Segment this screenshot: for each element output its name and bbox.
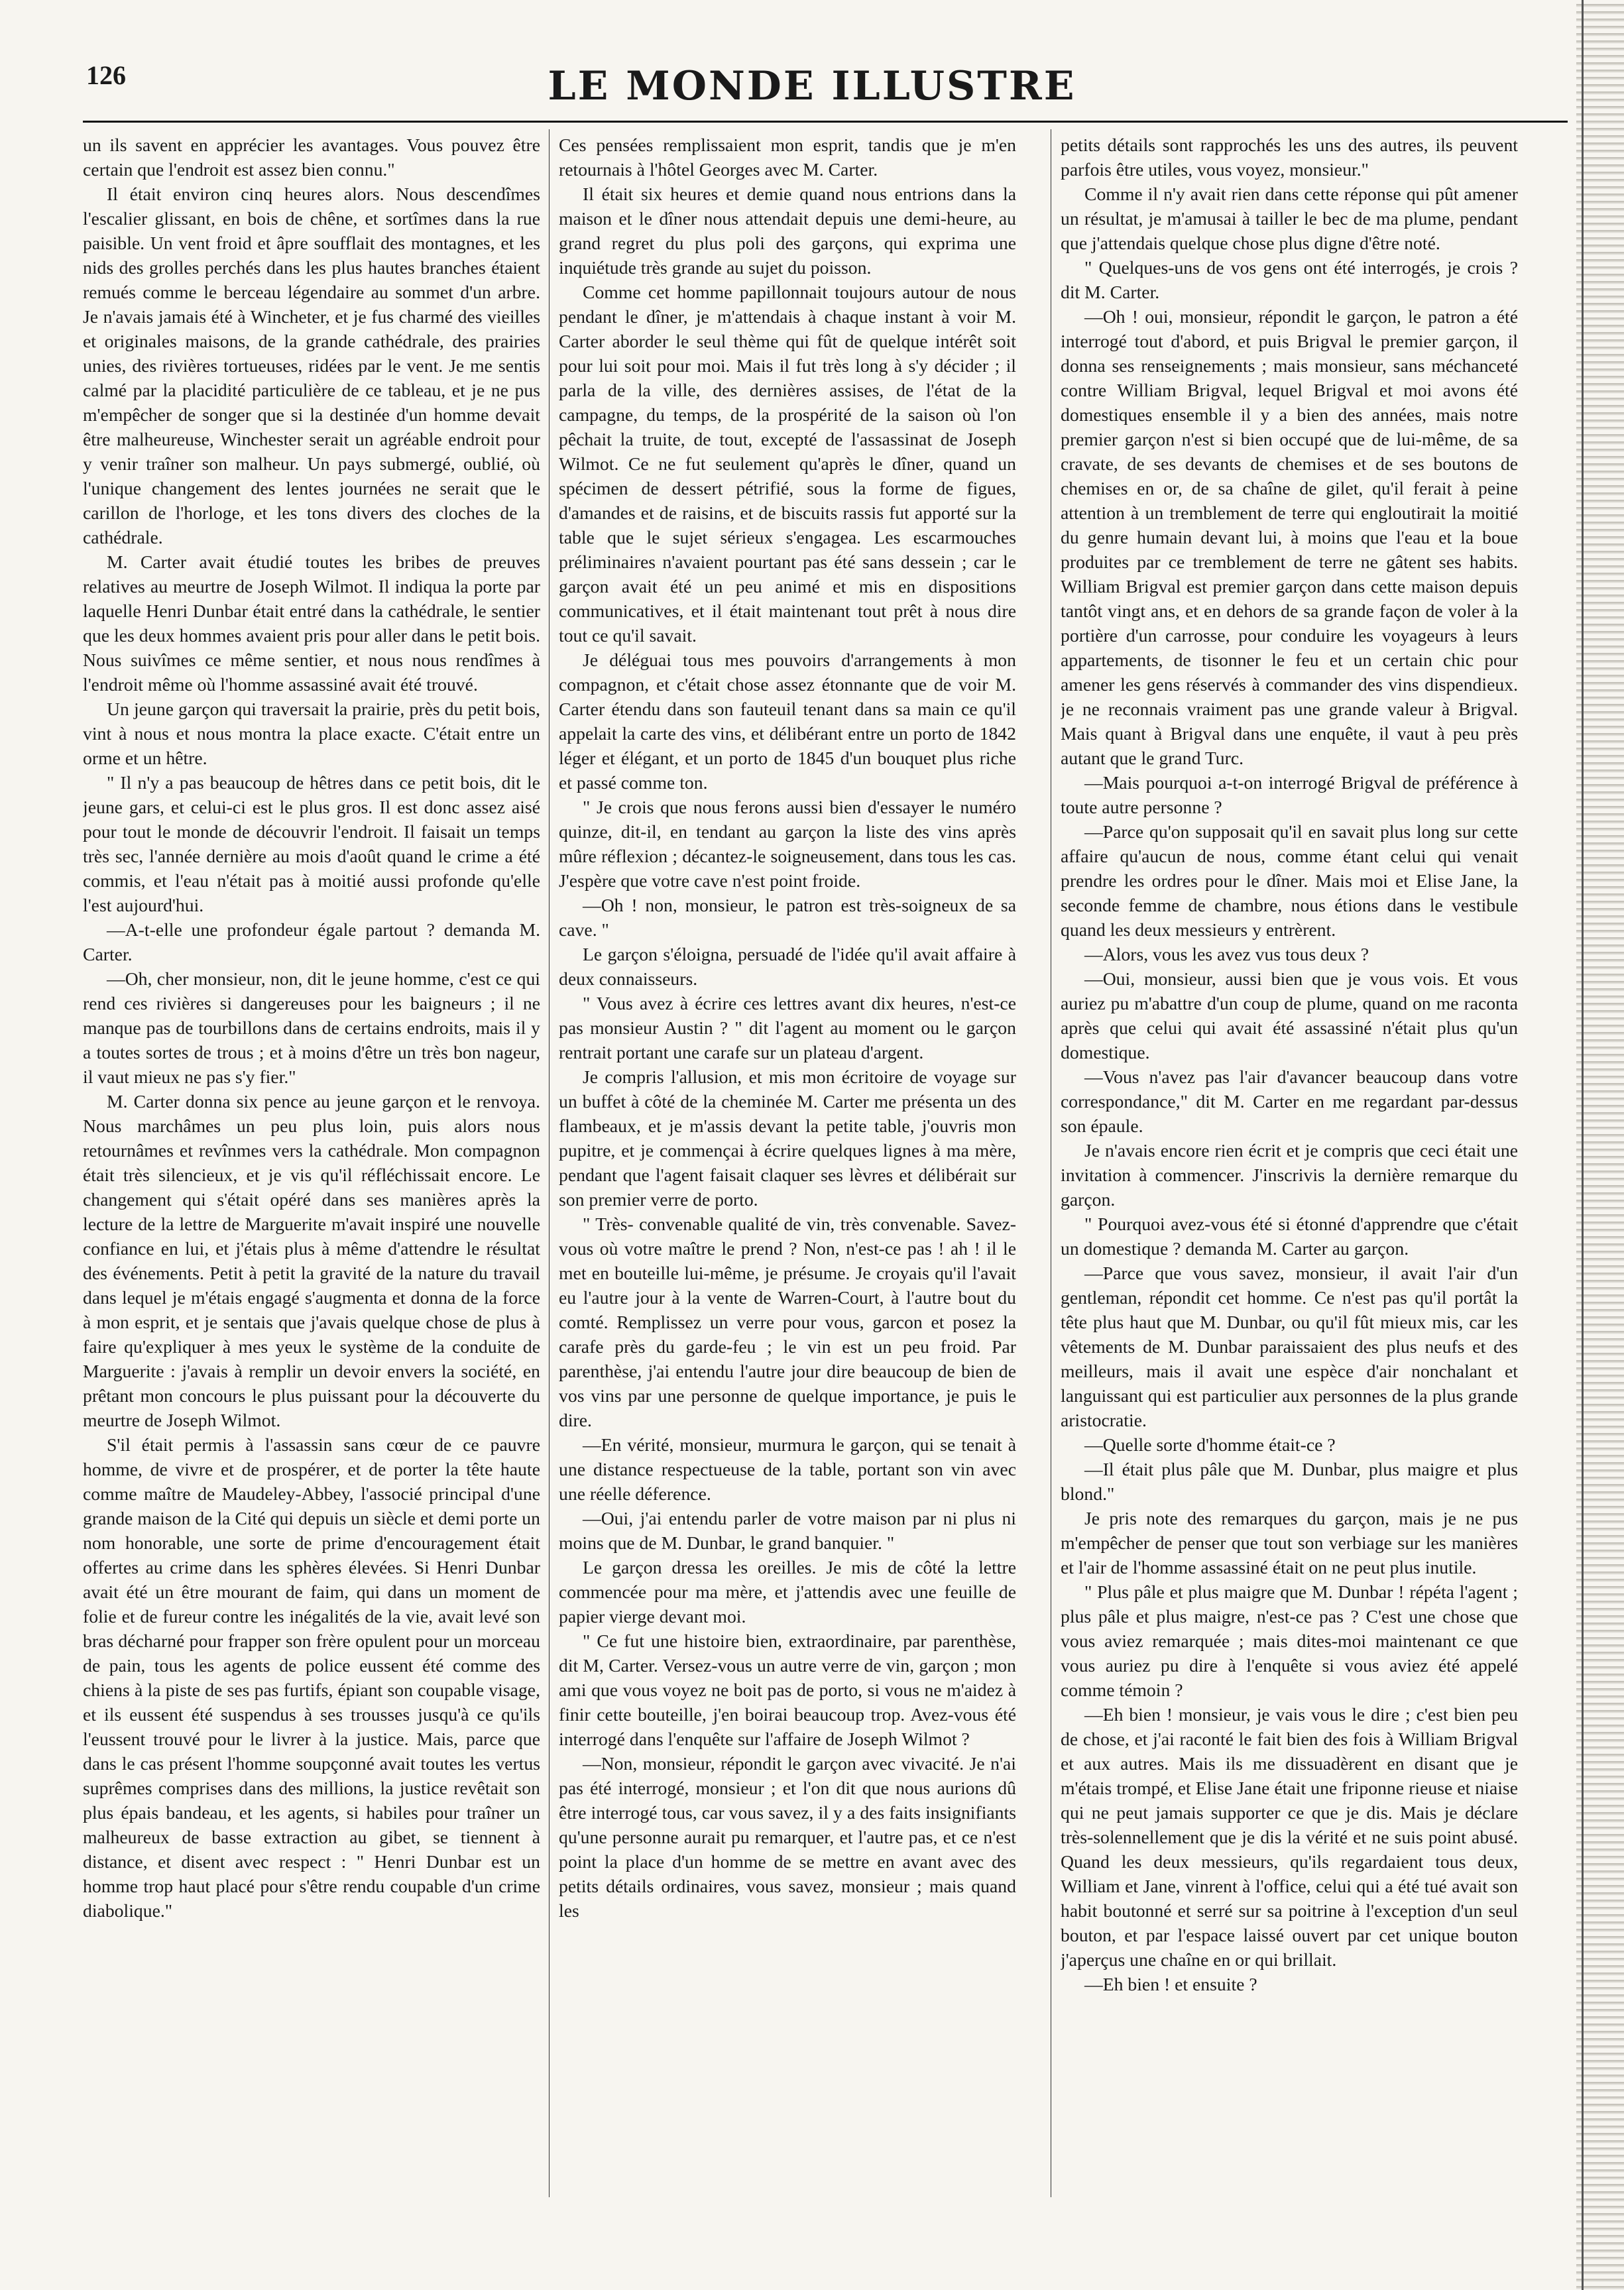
paragraph: Je déléguai tous mes pouvoirs d'arrangements à mon compagnon, et c'était chose assez étonnante que de voir M. Carter étendu dans son fauteuil tenant dans sa main ce qu'il appelait la carte des vins, et délibérant entre un porto de 1842 léger et élégant, et un porto de 1845 d'un bouquet plus riche et passé comme ton. — [559, 650, 1016, 793]
paragraph: —Quelle sorte d'homme était-ce ? — [1084, 1434, 1336, 1455]
paragraph: —Mais pourquoi a-t-on interrogé Brigval de préférence à toute autre personne ? — [1061, 772, 1518, 817]
paragraph: Le garçon dressa les oreilles. Je mis de côté la lettre commencée pour ma mère, et j'attendis avec une feuille de papier vierge devant moi. — [559, 1557, 1016, 1627]
paragraph: S'il était permis à l'assassin sans cœur de ce pauvre homme, de vivre et de prospérer, et de porter la tête haute comme maître de Maudeley-Abbey, l'associé principal d'une grande maison de la Cité qui depuis un siècle et demi porte un nom honorable, une sorte de prime d'encouragement était offertes au crime dans les sphères élevées. Si Henri Dunbar avait été un être mourant de faim, qui dans un moment de folie et de fureur contre les inégalités de la vie, avait levé son bras décharné pour frapper son frère opulent pour un morceau de pain, tous les agents de police eussent été comme des chiens à la piste de ses pas furtifs, épiant son coupable visage, et ils eussent été suspendus à ses trousses jusqu'à ce qu'ils l'eussent trouvé pour le livrer à la justice. Mais, parce que dans le cas présent l'homme soupçonné avait toutes les vertus suprêmes comprises dans des millions, la justice revêtait son plus épais bandeau, et les agents, si habiles pour traîner un malheureux de basse extraction au gibet, se tiennent à distance, et disent avec respect : " Henri Dunbar est un homme trop haut placé pour s'être rendu coupable d'un crime diabolique." — [83, 1434, 540, 1921]
paragraph: —Parce que vous savez, monsieur, il avait l'air d'un gentleman, répondit cet homme. Ce n'est pas qu'il portât la tête plus haut que M. Dunbar, ou qu'il fût mieux mis, car les vêtements de M. Dunbar paraissaient des plus neufs et des meilleurs, mais il avait une espèce d'air nonchalant et languissant qui est particulier aux personnes de la plus grande aristocratie. — [1061, 1263, 1518, 1430]
paragraph: " Il n'y a pas beaucoup de hêtres dans ce petit bois, dit le jeune gars, et celui-ci est le plus gros. Il est donc assez aisé pour tout le monde de découvrir l'endroit. Il faisait un temps très sec, l'année dernière au mois d'août quand le crime a été commis, et l'eau n'était pas à moitié aussi profonde qu'elle l'est aujourd'hui. — [83, 772, 540, 915]
page-number: 126 — [86, 60, 126, 90]
paragraph: Ces pensées remplissaient mon esprit, tandis que je m'en retournais à l'hôtel Georges avec M. Carter. — [559, 135, 1016, 180]
masthead-title: LE MONDE ILLUSTRE — [548, 63, 1076, 109]
paragraph: M. Carter avait étudié toutes les bribes de preuves relatives au meurtre de Joseph Wilmot. Il indiqua la porte par laquelle Henri Dunbar était entré dans la cathédrale, le sentier que les deux hommes avaient pris pour aller dans le petit bois. Nous suivîmes ce même sentier, et nous nous rendîmes à l'endroit même où l'homme assassiné avait été trouvé. — [83, 551, 540, 695]
paragraph: " Je crois que nous ferons aussi bien d'essayer le numéro quinze, dit-il, en tendant au garçon la liste des vins après mûre réflexion ; décantez-le soigneusement, dans tous les cas. J'espère que votre cave n'est point froide. — [559, 797, 1016, 891]
paragraph: —Eh bien ! monsieur, je vais vous le dire ; c'est bien peu de chose, et j'ai raconté le fait bien des fois à William Brigval et aux autres. Mais ils me dissuadèrent en disant que je m'étais trompé, et Elise Jane était une friponne rieuse et niaise qui ne peut jamais supporter ce que je dis. Mais je déclare très-solennellement que je dis la vérité et ne suis point abusé. Quand les deux messieurs, qu'ils regardaient tous deux, William et Jane, vinrent à l'office, celui qui a été tué avait son habit boutonné et serré sur sa poitrine à l'exception d'un seul bouton, et par l'espace laissé ouvert par cet unique bouton j'aperçus une chaîne en or qui brillait. — [1061, 1704, 1518, 1970]
paragraph: —Parce qu'on supposait qu'il en savait plus long sur cette affaire qu'aucun de nous, comme étant celui qui venait prendre les ordres pour le dîner. Mais moi et Elise Jane, la seconde femme de chambre, nous étions dans le vestibule quand les deux messieurs y entrèrent. — [1061, 821, 1518, 940]
paragraph: —Vous n'avez pas l'air d'avancer beaucoup dans votre correspondance," dit M. Carter en me regardant par-dessus son épaule. — [1061, 1066, 1518, 1136]
paragraph: Un jeune garçon qui traversait la prairie, près du petit bois, vint à nous et nous montra la place exacte. C'était entre un orme et un hêtre. — [83, 699, 540, 768]
paragraph: —Non, monsieur, répondit le garçon avec vivacité. Je n'ai pas été interrogé, monsieur ; et l'on dit que nous aurions dû être interrogé tous, car vous savez, il y a des faits insignifiants qu'une personne aurait pu remarquer, et l'autre pas, et ce n'est point la place d'un homme de se mettre en avant avec des petits détails ordinaires, vous savez, monsieur ; mais quand les — [559, 1753, 1016, 1921]
paragraph: " Vous avez à écrire ces lettres avant dix heures, n'est-ce pas monsieur Austin ? " dit l'agent au moment ou le garçon rentrait portant une carafe sur un plateau d'argent. — [559, 993, 1016, 1062]
paragraph: Comme cet homme papillonnait toujours autour de nous pendant le dîner, je m'attendais à chaque instant à voir M. Carter aborder le seul thème qui fût de quelque intérêt soit pour lui soit pour moi. Mais il fut très long à s'y décider ; il parla de la ville, des dernières assises, de l'état de la campagne, du temps, de la prospérité de la saison où l'on pêchait la truite, de tout, excepté de l'assassinat de Joseph Wilmot. Ce ne fut seulement qu'après le dîner, quand un spécimen de dessert pétrifié, sous la forme de figues, d'amandes et de raisins, et de biscuits rassis fut apporté sur la table que le sujet sérieux s'engagea. Les escarmouches préliminaires n'avaient pourtant pas été sans dessein ; car le garçon avait été un peu animé et mis en dispositions communicatives, et il était maintenant tout prêt à nous dire tout ce qu'il savait. — [559, 282, 1016, 646]
paragraph: Il était environ cinq heures alors. Nous descendîmes l'escalier glissant, en bois de chêne, et sortîmes dans la rue paisible. Un vent froid et âpre soufflait des montagnes, et les nids des grolles perchés dans les plus hautes branches étaient remués comme le berceau légendaire au sommet d'un arbre. Je n'avais jamais été à Wincheter, et je fus charmé des vieilles et originales maisons, de la grande cathédrale, des prairies unies, des rivières tortueuses, ridées par le vent. Je me sentis calmé par la placidité particulière de ce tableau, et je ne pus m'empêcher de songer que si la destinée d'un homme devait être malheureuse, Winchester serait un agréable endroit pour y venir traîner son malheur. Un pays submergé, oublié, où l'unique changement des lentes journées ne serait que le carillon de l'horloge, et les tons divers des cloches de la cathédrale. — [83, 184, 540, 547]
paragraph: " Très- convenable qualité de vin, très convenable. Savez-vous où votre maître le prend ? Non, n'est-ce pas ! ah ! il le met en bouteille lui-même, je présume. Je croyais qu'il l'avait eu l'autre jour à la vente de Warren-Court, à l'autre bout du comté. Remplissez un verre pour vous, garcon et posez la carafe près du garde-feu ; le vin est un peu froid. Par parenthèse, j'ai entendu l'autre jour dire beaucoup de bien de vos vins par une personne de quelque importance, je puis le dire. — [559, 1214, 1016, 1430]
paragraph: un ils savent en apprécier les avantages. Vous pouvez être certain que l'endroit est assez bien connu." — [83, 135, 540, 180]
column-1 — [83, 133, 540, 2207]
paragraph: —Oh ! non, monsieur, le patron est très-soigneux de sa cave. " — [559, 895, 1016, 940]
paragraph: —A-t-elle une profondeur égale partout ? demanda M. Carter. — [83, 919, 540, 964]
paragraph: Le garçon s'éloigna, persuadé de l'idée qu'il avait affaire à deux connaisseurs. — [559, 944, 1016, 989]
paragraph: " Pourquoi avez-vous été si étonné d'apprendre que c'était un domestique ? demanda M. Carter au garçon. — [1061, 1214, 1518, 1259]
paragraph: M. Carter donna six pence au jeune garçon et le renvoya. Nous marchâmes un peu plus loin, puis alors nous retournâmes et revînmes vers la cathédrale. Mon compagnon était très silencieux, et je vis qu'il réfléchissait encore. Le changement qui s'était opéré dans ses manières après la lecture de la lettre de Marguerite m'avait inspiré une nouvelle confiance en lui, et j'étais plus à même d'attendre le résultat des événements. Petit à petit la gravité de la nature du travail dans lequel je m'étais engagé s'augmenta et donna de la force à mon esprit, et je sentais que j'avais quelque chose de plus à faire qu'expliquer à mes yeux le système de la conduite de Marguerite : j'avais à remplir un devoir envers la société, en prêtant mon concours le plus puissant pour la découverte du meurtre de Joseph Wilmot. — [83, 1091, 540, 1430]
paragraph: —Oh ! oui, monsieur, répondit le garçon, le patron a été interrogé tout d'abord, et puis Brigval le premier garçon, il donna ses renseignements ; mais monsieur, sans méchanceté contre William Brigval, lequel Brigval et moi avons été domestiques ensemble il y a bien des années, mais notre premier garçon n'est si bien occupé que de lui-même, de sa cravate, de ses devants de chemises et de ses boutons de chemises en or, de sa chaîne de gilet, qu'il ferait à peine attention à un tremblement de terre qui engloutirait la moitié du genre humain devant lui, à moins que l'eau et la boue produites par ce tremblement de terre ne gâtent ses habits. William Brigval est premier garçon dans cette maison depuis tantôt vingt ans, et en dehors de sa grande façon de voler à la portière d'un carrosse, pour conduire les voyageurs à leurs appartements, de tisonner le feu et un certain chic pour amener les gens réservés à commander des vins dispendieux. je ne reconnais vraiment pas une grande valeur à Brigval. Mais quant à Brigval dans une enquête, il vaut à peu près autant que le grand Turc. — [1061, 306, 1518, 768]
paragraph: Je pris note des remarques du garçon, mais je ne pus m'empêcher de penser que tout son verbiage sur les manières et l'air de l'homme assassiné était on ne peut plus inutile. — [1061, 1508, 1518, 1577]
paragraph: Comme il n'y avait rien dans cette réponse qui pût amener un résultat, je m'amusai à tailler le bec de ma plume, pendant que j'attendais quelque chose plus digne d'être noté. — [1061, 184, 1518, 253]
binding-edge — [1576, 0, 1624, 2290]
paragraph: " Ce fut une histoire bien, extraordinaire, par parenthèse, dit M, Carter. Versez-vous un autre verre de vin, garçon ; mon ami que vous voyez ne boit pas de porto, si vous ne m'aidez à finir cette bouteille, j'en boirai beaucoup trop. Avez-vous été interrogé dans l'enquête sur l'affaire de Joseph Wilmot ? — [559, 1631, 1016, 1749]
column-2 — [559, 133, 1016, 2207]
paragraph: Il était six heures et demie quand nous entrions dans la maison et le dîner nous attendait depuis une demi-heure, au grand regret du plus poli des garçons, qui exprima une inquiétude très grande au sujet du poisson. — [559, 184, 1016, 278]
paragraph: Je n'avais encore rien écrit et je compris que ceci était une invitation à commencer. J'inscrivis la dernière remarque du garçon. — [1061, 1140, 1518, 1210]
paragraph: —Eh bien ! et ensuite ? — [1084, 1974, 1257, 1994]
paragraph: —Oh, cher monsieur, non, dit le jeune homme, c'est ce qui rend ces rivières si dangereuses pour les baigneurs ; il ne manque pas de tourbillons dans de certains endroits, mais il y a toutes sortes de trous ; et à moins d'être un très bon nageur, il vaut mieux ne pas s'y fier." — [83, 968, 540, 1087]
paragraph: Je compris l'allusion, et mis mon écritoire de voyage sur un buffet à côté de la cheminée M. Carter me présenta un des flambeaux, et je m'assis devant la petite table, j'ouvris mon pupitre, et je commençai à écrire quelques lignes à ma mère, pendant que l'agent faisait claquer ses lèvres et délibérait sur son premier verre de porto. — [559, 1066, 1016, 1210]
paragraph: —Il était plus pâle que M. Dunbar, plus maigre et plus blond." — [1061, 1459, 1518, 1504]
paragraph: petits détails sont rapprochés les uns des autres, ils peuvent parfois être utiles, vous voyez, monsieur." — [1061, 135, 1518, 180]
paragraph: —En vérité, monsieur, murmura le garçon, qui se tenait à une distance respectueuse de la table, portant son vin avec une réelle déference. — [559, 1434, 1016, 1504]
paragraph: " Plus pâle et plus maigre que M. Dunbar ! répéta l'agent ; plus pâle et plus maigre, n'est-ce pas ? C'est une chose que vous aviez remarquée ; mais dites-moi maintenant ce que vous auriez pu dire à l'enquête si vous aviez été appelé comme témoin ? — [1061, 1581, 1518, 1700]
paragraph: " Quelques-uns de vos gens ont été interrogés, je crois ? dit M. Carter. — [1061, 257, 1518, 302]
column-divider — [549, 129, 550, 2197]
header-rule — [83, 121, 1568, 123]
column-3 — [1061, 133, 1518, 2207]
paragraph: —Alors, vous les avez vus tous deux ? — [1084, 944, 1369, 964]
paragraph: —Oui, j'ai entendu parler de votre maison par ni plus ni moins que de M. Dunbar, le grand banquier. " — [559, 1508, 1016, 1553]
paragraph: —Oui, monsieur, aussi bien que je vous vois. Et vous auriez pu m'abattre d'un coup de plume, quand on me raconta après que celui qui avait été assassiné n'était plus qu'un domestique. — [1061, 968, 1518, 1062]
